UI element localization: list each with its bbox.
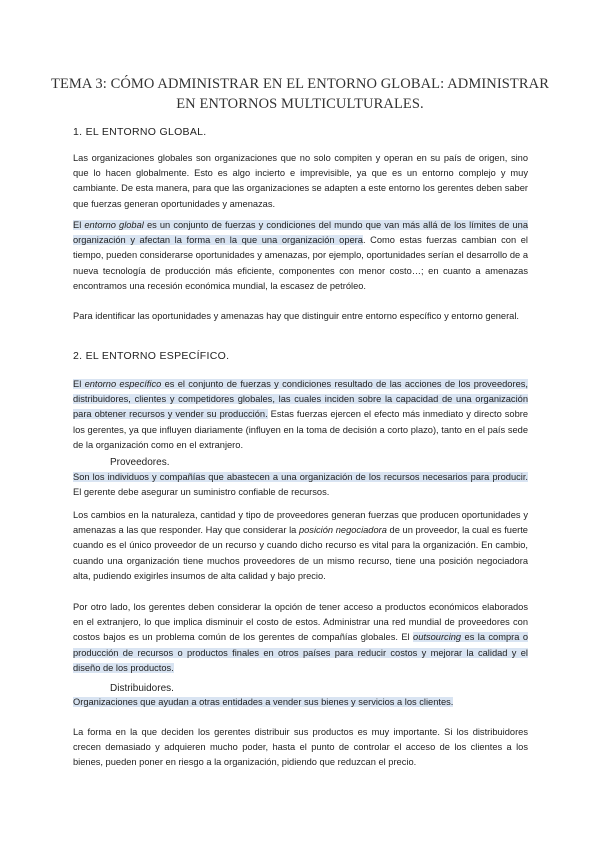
highlight-text: Son los individuos y compañías que abastecen a una organización de los recursos necesarios para producir. — [73, 472, 528, 482]
paragraph-organizaciones-globales: Las organizaciones globales son organizaciones que no solo compiten y operan en su país de origen, sino que lo hacen globalmente. Esto es algo incierto e imprevisible, ya que es un entorno complejo y muy cambiante. De esta manera, para que las organizaciones se adapten a este entorno los gerentes deben saber que fuerzas generan oportunidades y amenazas. — [73, 153, 528, 209]
subheading-distribuidores: Distribuidores. — [110, 683, 174, 694]
paragraph-identificar-oportunidades: Para identificar las oportunidades y amenazas hay que distinguir entre entorno específico y entorno general. — [73, 311, 520, 321]
paragraph-proveedores-outsourcing: Por otro lado, los gerentes deben considerar la opción de tener acceso a productos económicos elaborados en el extranjero, lo que implica disminuir el costo de estos. Administrar una red mundial de proveedores con costos bajos es un problema común de los gerentes de compañías globales. El outsourcing es la compra o producción de recursos o productos finales en otros países para reducir costos y mejorar la calidad y el diseño de los productos. — [73, 602, 528, 673]
paragraph-entorno-especifico-definition: El entorno específico es el conjunto de fuerzas y condiciones resultado de las acciones de los proveedores, distribuidores, clientes y competidores globales, las cuales inciden sobre la capacidad de una organización para obtener recursos y vender su producción. Estas fuerzas ejercen el efecto más inmediato y directo sobre los gerentes, ya que influyen diariamente (influyen en la toma de decisión a corto plazo), tanto en el país sede de la organización como en el extranjero. — [73, 379, 528, 450]
section-heading-entorno-especifico: 2. EL ENTORNO ESPECÍFICO. — [73, 350, 230, 362]
document-title: TEMA 3: CÓMO ADMINISTRAR EN EL ENTORNO GLOBAL: ADMINISTRAR EN ENTORNOS MULTICULTURALES. — [50, 76, 549, 112]
paragraph-distribuidores-definition — [73, 695, 528, 710]
paragraph-proveedores-cambios: Los cambios en la naturaleza, cantidad y tipo de proveedores generan fuerzas que producen oportunidades y amenazas a las que responder. Hay que considerar la posición negociadora de un proveedor, la cual es fuerte cuando es el único proveedor de un recurso y cuando dicho recurso es vital para la organización. En cambio, cuando una organización tiene muchos proveedores de un mismo recurso, tiene una posición negociadora alta, pudiendo exigirles insumos de alta calidad y bajo precio. — [73, 510, 528, 581]
paragraph-distribuidores-poder: La forma en la que deciden los gerentes distribuir sus productos es muy importante. Si los distribuidores crecen demasiado y adquieren mucho poder, hasta el punto de controlar el acceso de los clientes a los bienes, pueden poner en riesgo a la organización, pidiendo que reduzcan el precio. — [73, 727, 528, 768]
term-posicion-negociadora: posición negociadora — [298, 525, 387, 536]
highlight-text: El entorno específico es el conjunto de fuerzas y condiciones resultado de las acciones de los proveedores, distribuidores, clientes y competidores globales, las cuales inciden sobre la capacidad de una organización para obtener recursos y vender su producción. — [73, 379, 528, 420]
subheading-proveedores: Proveedores. — [110, 457, 170, 468]
term-entorno-global: entorno global — [84, 220, 144, 230]
paragraph-entorno-global-definition: El entorno global es un conjunto de fuerzas y condiciones del mundo que van más allá de los límites de una organización y afectan la forma en la que una organización opera. Como estas fuerzas cambian con el tiempo, pueden considerarse oportunidades y amenazas, por ejemplo, oportunidades serían el desarrollo de a nueva tecnología de producción más eficiente, componentes con menor costo…; en cuanto a amenazas encontramos una recesión económica mundial, la escasez de petróleo. — [73, 220, 528, 291]
paragraph-proveedores-definition: Son los individuos y compañías que abastecen a una organización de los recursos necesarios para producir. El gerente debe asegurar un suministro confiable de recursos. — [73, 472, 528, 498]
section-heading-entorno-global: 1. EL ENTORNO GLOBAL. — [73, 126, 207, 138]
highlight-text: outsourcing es la compra o producción de recursos o productos finales en otros países para reducir costos y mejorar la calidad y el diseño de los productos. — [73, 632, 528, 673]
term-entorno-especifico: entorno específico — [84, 379, 162, 389]
highlight-text: Organizaciones que ayudan a otras entidades a vender sus bienes y servicios a los clientes. — [73, 697, 454, 707]
highlight-text: El entorno global es un conjunto de fuerzas y condiciones del mundo que van más allá de los límites de una organización y afectan la forma en la que una organización opera — [73, 220, 528, 246]
term-outsourcing: outsourcing — [413, 632, 462, 643]
